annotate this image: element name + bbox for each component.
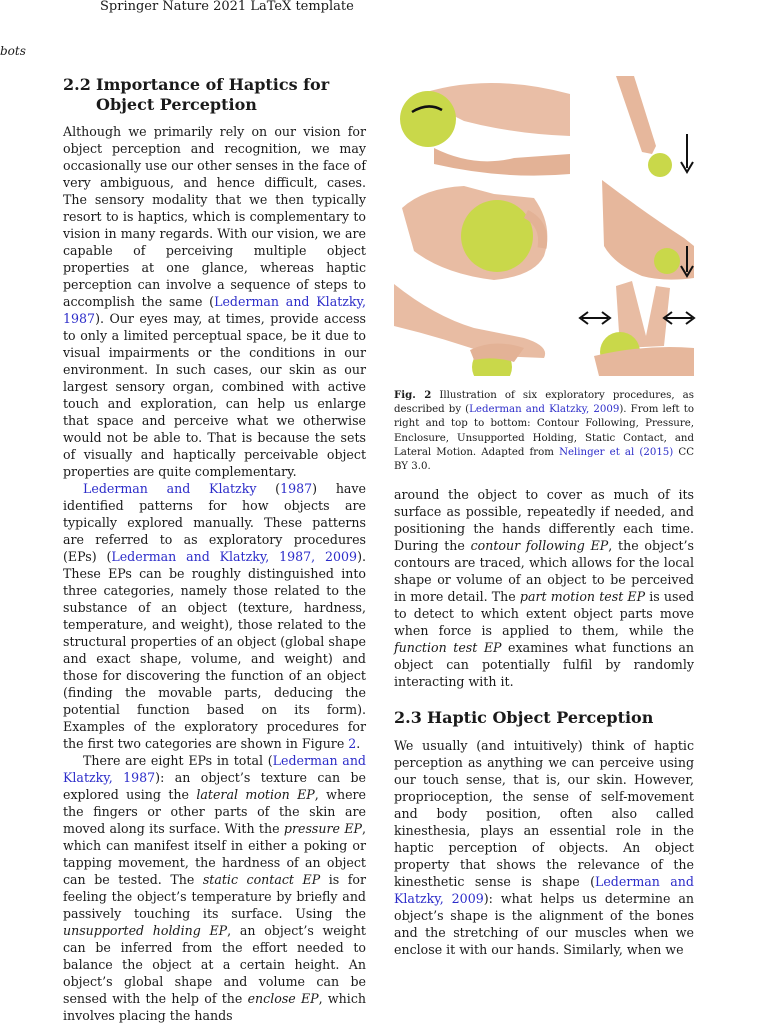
citation-link[interactable]: Lederman and Klatzky xyxy=(83,481,257,496)
paragraph: Although we primarily rely on our vision for object perception and recognition, we may occasionally use our other senses in the face of very ambiguous, and hence difficult, cases. The sensory modality that we then typically resort to is haptics, which is complementary to vision in many regards. With our vision, we are capable of perceiving multiple object properties at one glance, whereas haptic perception can involve a sequence of steps to accomplish the same (Lederman and Klatzky, 1987). Our eyes may, at times, provide access to only a limited perceptual space, be it due to visual impairments or the conditions in our environment. In such cases, our skin as our largest sensory organ, combined with active touch and exploration, can help us enlarge that space and perceive what we otherwise would not be able to. That is because the sets of visually and haptically perceivable object properties are quite complementary. xyxy=(63,124,366,479)
figure-caption: Fig. 2 Illustration of six exploratory procedures, as described by (Lederman and Klatzky, 2009). From left to right and top to bottom: Contour Following, Pressure, Enclosure, Unsupported Holding, Static Contact, and Lateral Motion. Adapted from Nelinger et al (2015) CC BY 3.0. xyxy=(394,389,694,473)
citation-link[interactable]: Lederman and Klatzky, 2009 xyxy=(394,874,694,906)
citation-link[interactable]: Lederman and Klatzky, 1987, 2009 xyxy=(111,549,358,564)
paragraph: We usually (and intuitively) think of haptic perception as anything we can perceive using our touch sense, that is, our skin. However, proprioception, the sense of self-movement and body position, often also called kinesthesia, plays an essential role in the haptic perception of objects. An object property that shows the relevance of the kinesthetic sense is shape (Lederman and Klatzky, 2009): what helps us determine an object’s shape is the alignment of the bones and the stretching of our muscles when we enclose it with our hands. Similarly, when we xyxy=(394,738,694,957)
section-2-2-heading xyxy=(63,75,366,115)
section-number: 2.3 xyxy=(394,708,422,727)
paragraph: There are eight EPs in total (Lederman and Klatzky, 1987): an object’s texture can be explored using the lateral motion EP, where the fingers or other parts of the skin are moved along its surface. With the pressure EP, which can manifest itself in either a poking or tapping movement, the hardness of an object can be tested. The static contact EP is for feeling the object’s temperature by briefly and passively touching its surface. Using the unsupported holding EP, an object’s weight can be inferred from the effort needed to balance the object at a certain height. An object’s global shape and volume can be sensed with the help of the enclose EP, which involves placing the hands xyxy=(63,753,367,1023)
citation-link[interactable]: 1987 xyxy=(280,481,313,496)
figure-exploratory-procedures xyxy=(394,76,696,376)
running-head: bots xyxy=(0,44,26,58)
section-title-line1: Importance of Haptics for xyxy=(96,75,330,94)
right-column xyxy=(394,486,694,958)
citation-link[interactable]: Lederman and Klatzky, 1987 xyxy=(63,294,366,326)
citation-link[interactable]: Lederman and Klatzky, 1987 xyxy=(63,753,366,785)
paragraph: Lederman and Klatzky (1987) have identified patterns for how objects are typically explored manually. These patterns are referred to as exploratory procedures (EPs) (Lederman and Klatzky, 1987, 2009). These EPs can be roughly distinguished into three categories, namely those related to the substance of an object (texture, hardness, temperature, and weight), those related to the structural properties of an object (global shape and exact shape, volume, and weight) and those for discovering the function of an object (finding the movable parts, deducing the potential function based on its form). Examples of the exploratory procedures for the first two categories are shown in Figure 2. xyxy=(63,481,367,751)
page-header: Springer Nature 2021 LaTeX template xyxy=(100,0,354,14)
section-title-line2: Object Perception xyxy=(96,95,257,114)
section-2-3-heading xyxy=(394,708,694,728)
left-column xyxy=(63,75,366,1024)
section-title: Haptic Object Perception xyxy=(427,708,654,727)
paragraph: around the object to cover as much of its surface as possible, repeatedly if needed, and positioning the hands differently each time. During the contour following EP, the object’s contours are traced, which allows for the local shape or volume of an object to be perceived in more detail. The part motion test EP is used to detect to which extent object parts move when force is applied to them, while the function test EP examines what functions an object can potentially fulfil by randomly interacting with it. xyxy=(394,487,695,689)
section-number: 2.2 xyxy=(63,75,91,94)
citation-link[interactable]: Nelinger et al (2015) xyxy=(559,446,674,458)
citation-link[interactable]: Lederman and Klatzky, 2009 xyxy=(469,404,620,416)
figure-ref-link[interactable]: 2 xyxy=(348,736,357,751)
figure-label: Fig. 2 xyxy=(394,389,432,401)
